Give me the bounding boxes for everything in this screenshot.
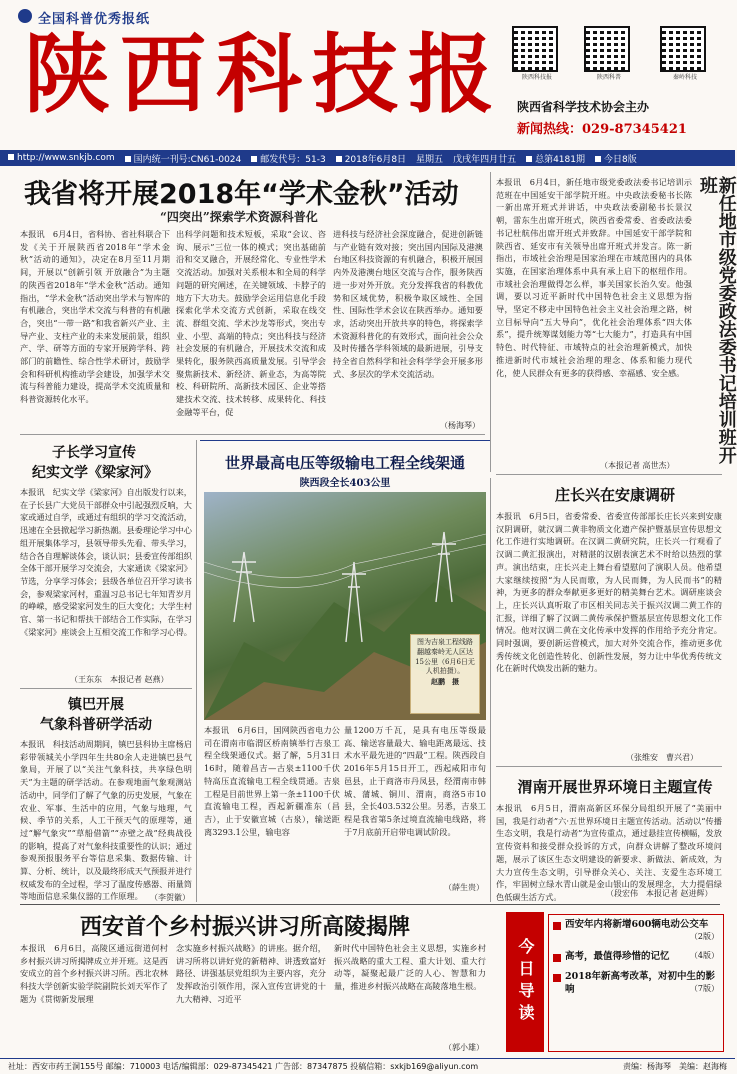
paper-name-logo xyxy=(18,25,504,125)
photo-story-column-1: 本报讯 6月6日，国网陕西省电力公司在渭南市临渭区桥南镇举行吉泉工程全线架通仪式。据了解，5月31日16时，随着昌吉—古泉±1100千伏特高压直流输电工程全线贯通。吉泉工程是目前世界上第一条±1100千伏直流输电工程，西起新疆准东（昌吉），止于安徽宣城（古泉），输送距离3293.1公里，输电容 xyxy=(204,725,340,837)
guide-item[interactable]: 2018年新高考改革，对初中生的影响 （7版） xyxy=(553,971,719,997)
photo-story-title[interactable]: 世界最高电压等级输电工程全线架通 xyxy=(224,454,465,472)
issue-number: 总第4181期 xyxy=(526,152,585,165)
photo-story-subtitle: 陕西段全长403公里 xyxy=(299,478,391,489)
story-right2-byline: （段宏伟 本报记者 赵进辉） xyxy=(606,889,713,898)
paper-name: 陕西科技报 xyxy=(24,25,504,125)
bottom-story-column-3: 新时代中国特色社会主义思想，实施乡村振兴战略的重大工程、重大计划、重大行动等，凝聚起最广泛的人心、智慧和力量，推进乡村振兴战略在高陵落地生根。 xyxy=(334,943,486,992)
bottom-story-title[interactable]: 西安首个乡村振兴讲习所高陵揭牌 xyxy=(80,915,411,940)
today-guide-label xyxy=(506,912,544,1052)
bottom-story-column-1: 本报讯 6月6日，高陵区通远街道何村乡村振兴讲习所揭牌成立并开班。这是西安成立的首个乡村振兴讲习所。西北农林科技大学创新实验学院副院长刘天军作了题为《贯彻新发展理 xyxy=(20,943,168,1004)
lunar-date: 戊戌年四月廿五 xyxy=(453,154,517,165)
photo-caption: 图为吉泉工程线路翻越秦岭无人区达15公里（6月6日无人机拍摄）。 xyxy=(415,638,475,676)
today-guide-title: 今日导读 xyxy=(516,938,535,1026)
story-left2-title-line1[interactable]: 镇巴开展 xyxy=(68,697,124,713)
issue-date: 2018年6月8日 xyxy=(336,152,406,165)
hotline xyxy=(517,118,687,137)
bullet-icon xyxy=(526,156,532,162)
bullet-icon xyxy=(553,922,561,930)
qr-code-icon xyxy=(512,26,558,72)
bottom-story-byline: （郭小雄） xyxy=(444,1043,484,1052)
bullet-icon xyxy=(553,954,561,962)
bullet-icon xyxy=(251,156,257,162)
story-left2-title-line2[interactable]: 气象科普研学活动 xyxy=(40,717,152,733)
story-left1-title-line1[interactable]: 子长学习宣传 xyxy=(52,445,136,461)
photo-caption-byline: 赵鹏 摄 xyxy=(431,677,459,687)
qr-code-3 xyxy=(660,26,710,81)
lead-column-3: 进科技与经济社会深度融合，促进创新链与产业链有效对接；突出国内国际及港澳台地区科技资源的有机融合，积极开展国内外及港澳台地区交流与合作，服务陕西进一步对外开放。充分发挥我省的科教优势和区域优势，积极争取区域性、全国性、国际性学术会议在陕西举办。通知要求，活动突出开放共享的特色，将探索学术资源科普化的有效形式，面向社会公众及时传播各学科领域的最新进展，引导支持全省自然科学和社会科学学会开展多形式、多层次的学术交流活动。 xyxy=(333,229,483,379)
hotline-label: 新闻热线： xyxy=(517,122,583,137)
bullet-icon xyxy=(553,974,561,982)
info-bar xyxy=(0,150,735,166)
bullet-icon xyxy=(125,156,131,162)
photo-caption-box xyxy=(410,634,480,714)
qr-code-icon xyxy=(584,26,630,72)
vertical-story-title[interactable]: 新任地市级党委政法委书记培训班开班 xyxy=(696,176,737,464)
story-right1-byline: （张维安 曹兴君） xyxy=(626,753,698,762)
sponsor: 陕西省科学技术协会主办 xyxy=(517,100,650,114)
qr-label-3: 秦岭科技 xyxy=(672,74,697,81)
story-right2-body: 本报讯 6月5日，渭南高新区环保分局组织开展了“美丽中国，我是行动者”六·五世界环境日主题宣传活动。活动以“传播生态文明，我是行动者”为宣传重点，通过悬挂宣传横幅，发放宣传资料和接受群众投诉的方式，向群众讲解了整改环境问题，展示了该区生态文明建设的新要求、新做法、新成效，为大力宣传生态文明，引导群众关心、关注、支爱生态环境工作，牢固树立绿水青山就是金山银山的发展理念，大力提倡绿色低碳生活方式。 xyxy=(496,803,722,902)
lead-column-1: 本报讯 6月4日，省科协、省社科联合下发《关于开展陕西省2018年“学术金秋”活动的通知》，决定在8月至11月期间，开展以“创新引领 开放融合”为主题的陕西省2018年“学术金秋”活动。通知指出，“学术金秋”活动突出学术与智库的有机融合，突出学术交流与科普的有机融合，突出“一带一路”和我省新兴产业、主导产业、支柱产业的未来发展前景，组织产、学、研等方面的专家开展跨学科、跨部门的前瞻性、综合性学术研讨，鼓励学会和科研机构推动学会建设，加强学术交流与科普能力建设，提高学术交流质量和科普资源转化水平。 xyxy=(20,229,170,405)
hotline-number: 029-87345421 xyxy=(582,122,687,137)
qr-label-2: 陕西科普 xyxy=(596,74,621,81)
story-left2-body: 本报讯 科技活动周期间，镇巴县科协主席杨启彩带领城关小学四年生共80余人走进镇巴县气象局，开展了以“关注气象科技，共享绿色明天”为主题的研学活动。在参观地面气象观测站活动中，同学们了解了气象的历史发展，气象在农业、军事、生活中的应用，气象与地理，气候、季节的关系，人工干预天气的原理等，通过“解气象灾”“草船借箭”“赤壁之战”经典战役的影响，提高了对气象科技重要性的认识；通过参观预报服务平台等信息采集、数据传输、计算、分析、统计，以及最终形成天气预报并进行权威发布的全过程，学习了温度传感器、雨量筒等地面信息采集仪器的工作原理。 xyxy=(20,739,192,902)
page-count: 今日8版 xyxy=(595,152,637,165)
story-right1-body: 本报讯 6月5日，省委常委、省委宣传部部长庄长兴来到安康汉阴调研，就汉调二黄非物质文化遗产保护暨基层宣传思想文化工作进行实地调研。在汉调二黄研究院，庄长兴一行观看了汉调二黄汇报演出，对精湛的汉剧表演艺术不时给以热烈的掌声。演出结束，庄长兴走上舞台看望慰问了演职人员。他希望大家继续按照“为人民而歌，为人民而舞，为人民而书”的精神，为更多的群众奉献更多更好的精美舞台艺术。调研座谈会上，庄长兴认真听取了市区相关同志关于振兴汉调二黄工作的汇报，详细了解了汉调二黄传承保护暨基层宣传思想文化工作情况。他对汉调二黄在文化传承中发挥的作用给予充分肯定。同时强调，要创新运营模式，加大对外交流合作，推动更多优秀传统文化创造性转化、创新性发展，努力让中华优秀传统文化在新时代焕发出新的魅力。 xyxy=(496,511,722,674)
footer-editors: 责编：杨海琴 美编：赵海梅 xyxy=(623,1062,727,1071)
slogan: 全国科普优秀报纸 xyxy=(38,12,151,27)
footer-address: 社址：西安市药王洞155号 邮编：710003 电话/编辑部：029-87345421 广告部：87347875 投稿信箱：sxkjb169@aliyun.com xyxy=(8,1062,479,1071)
bottom-story-column-2: 念实施乡村振兴战略》的讲座。据介绍，讲习所将以讲好党的新精神、讲透致富好路径、讲强基层党组织为主要内容，充分发挥政治引领作用，深入宣传宣讲党的十九大精神、习近平 xyxy=(176,943,326,1004)
qr-code-icon xyxy=(660,26,706,72)
postal-code: 邮发代号：51-3 xyxy=(251,152,325,165)
lead-title[interactable]: 我省将开展2018年“学术金秋”活动 xyxy=(24,179,459,210)
lead-byline: （杨海琴） xyxy=(440,421,480,430)
story-right2-title[interactable]: 渭南开展世界环境日主题宣传 xyxy=(517,778,713,796)
weekday: 星期五 xyxy=(416,154,444,165)
bullet-icon xyxy=(595,156,601,162)
story-left1-title-line2[interactable]: 纪实文学《梁家河》 xyxy=(32,465,158,481)
qr-code-2 xyxy=(584,26,634,81)
guide-item[interactable]: 西安年内将新增600辆电动公交车 （2版） xyxy=(553,919,719,943)
today-guide-list xyxy=(548,914,724,1052)
photo-story-byline: （薛生贵） xyxy=(444,883,484,892)
footer xyxy=(0,1058,735,1074)
qr-label-1: 陕西科技报 xyxy=(521,74,552,81)
photo-story-column-2: 量1200万千瓦，是具有电压等级最高、输送容量最大、输电距离最远、技术水平最先进的“四最”工程。陕西段自2016年5月15日开工，西起咸阳市旬邑县，止于商洛市丹凤县，经渭南市韩城、蒲城、铜川、渭南，商洛5市10县，全长403.532公里。另悉，吉泉工程是我省第5条过境直流输电线路，将于7月底前开启带电调试阶段。 xyxy=(344,725,486,837)
slogan-icon xyxy=(18,9,32,23)
qr-code-1 xyxy=(512,26,562,81)
story-left1-body: 本报讯 纪实文学《梁家河》自出版发行以来，在子长县广大党员干部群众中引起强烈反响，大家或通过自学，或通过有组织的学习交流活动，迅速在全县掀起学习新热潮。县委理论学习中心组开展集体学习，县领导带头先看、带头学习，结合各自理解谈体会，谈认识；县委宣传部组织全体干部开展学习交流会，大家通读《梁家河》节选，分享学习体会；县级各单位召开学习读书会，参观梁家河村，重温习总书记七年知青岁月的峥嵘，感受梁家河发生的巨大变化；大学生村官、第一书记和帮扶干部结合工作实际，在学习《梁家河》座谈会上互相交流工作和学习心得。 xyxy=(20,487,192,637)
lead-column-2: 出科学问题和技术短板，采取“会议、咨询、展示”三位一体的模式；突出基础前沿和交叉融合，开展经常化、专业性学术交流活动。加强对关系根本和全局的科学问题的研究阐述，在关键领域、卡脖子的地方下大功夫。鼓励学会运用信息化手段探索化学术交流方式创新，采取在线交流、群组交流、学术沙龙等形式，突出专业、小型、高端的特点；突出科技与经济社会发展的有机融合，开展技术交流和成果转化，服务陕西高质量发展。引导学会聚焦新技术、新经济、新业态，为高等院校、科研院所、高新技术园区、企业等搭建技术交流、技术转移、成果转化、科技金融等平台，促 xyxy=(176,229,326,417)
vertical-story-byline: （本报记者 高世杰） xyxy=(600,461,675,470)
story-left2-byline: （李贺徽） xyxy=(150,893,190,902)
vertical-story-body: 本报讯 6月4日，新任地市级党委政法委书记培训示范班在中国延安干部学院开班。中央政法委秘书长陈一新出席开班式并讲话，中央政法委副秘书长景汉朝，雷东生出席开班式，陕西省委常委、省委政法委书记杜航伟出席开班式并致辞。中国延安干部学院和陕西省、延安市有关领导出席开班式并发言。陈一新指出，市域社会治理是国家治理在市域范围内的具体实施，在国家治理体系中具有承上启下的枢纽作用。市域社会治理做得怎么样，事关国家长治久安。他强调，要以习近平新时代中国特色社会主义思想为指导，坚定不移走中国特色社会主义社会治理之路，树立目标导向“五大导向”，优化社会治理体系“四大体系”，提升统筹谋划能力等“七大能力”，打造具有中国特色、时代特征、市域特点的社会治理新模式，加快推进新时代市域社会治理的理念、体系和能力现代化，使人民群众有更多的获得感、幸福感、安全感。 xyxy=(496,177,692,378)
issn: 国内统一刊号:CN61-0024 xyxy=(125,152,242,165)
transmission-line-photo[interactable] xyxy=(204,492,486,720)
guide-item[interactable]: 高考，最值得珍惜的记忆 （4版） xyxy=(553,951,719,964)
story-right1-title[interactable]: 庄长兴在安康调研 xyxy=(554,486,675,504)
website[interactable]: http://www.snkjb.com xyxy=(8,153,115,163)
bullet-icon xyxy=(8,154,14,160)
story-left1-byline: （王东东 本报记者 赵燕） xyxy=(70,675,169,684)
bullet-icon xyxy=(336,156,342,162)
lead-subtitle: “四突出”探索学术资源科普化 xyxy=(160,210,318,224)
